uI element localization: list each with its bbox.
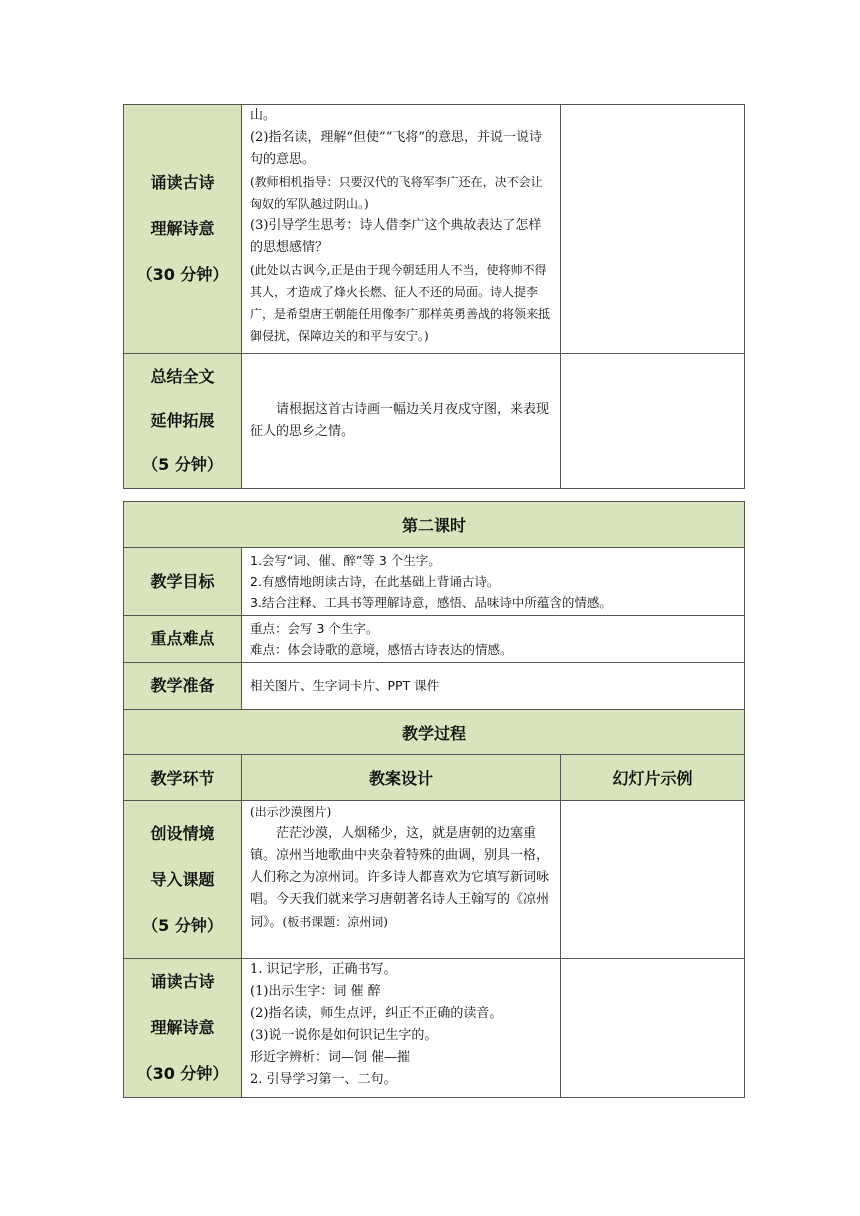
text-line: 山。: [250, 108, 277, 123]
text-line: (2)指名读，师生点评，纠正不正确的读音。: [250, 1006, 503, 1021]
process-title: 教学过程: [124, 710, 745, 755]
table-row: [124, 616, 745, 663]
text-line: (教师相机指导：只要汉代的飞将军李广还在，决不会让匈奴的军队越过阴山。): [250, 175, 543, 211]
table-row: [124, 801, 745, 959]
prep-label: 教学准备: [124, 663, 242, 710]
text-line: (3)引导学生思考：诗人借李广这个典故表达了怎样的思想感情？: [250, 218, 542, 255]
section-title: 第二课时: [124, 502, 745, 548]
text-line: (出示沙漠图片): [250, 805, 332, 819]
stage-label-line: （5 分钟）: [142, 915, 223, 935]
text-line: [250, 823, 552, 934]
text-line: (3)说一说你是如何识记生字的。: [250, 1028, 438, 1043]
lesson-design-cell: [242, 959, 561, 1098]
text-line: 2. 引导学习第一、二句。: [250, 1072, 397, 1087]
col-header-design: 教案设计: [242, 755, 561, 801]
table-row: [124, 105, 745, 354]
table-row: [124, 755, 745, 801]
text-line: (2)指名读，理解“但使”“飞将”的意思，并说一说诗句的意思。: [250, 130, 542, 167]
text-line: (1)出示生字：词 催 醉: [250, 984, 381, 999]
goal-item: 2.有感情地朗读古诗，在此基础上背诵古诗。: [250, 574, 500, 589]
lesson-table-part2: [123, 501, 745, 1098]
goals-label: 教学目标: [124, 548, 242, 616]
table-row: [124, 502, 745, 548]
key-item: 重点：会写 3 个生字。: [250, 621, 379, 636]
col-header-slides: 幻灯片示例: [561, 755, 745, 801]
table-row: [124, 710, 745, 755]
text-line: 形近字辨析：词—饲 催—摧: [250, 1050, 411, 1065]
intro-text: 茫茫沙漠，人烟稀少，这，就是唐朝的边塞重镇。凉州当地歌曲中夹杂着特殊的曲调，别具一格，人们称之为凉州词。许多诗人都喜欢为它填写新词咏唱。今天我们就来学习唐朝著名诗人王翰写的《凉州词》。: [250, 826, 550, 930]
stage-label-line: 理解诗意: [150, 1018, 215, 1037]
col-header-stage: 教学环节: [124, 755, 242, 801]
lesson-design-cell: [242, 105, 561, 354]
slide-example-cell: [561, 959, 745, 1098]
key-points-cell: [242, 616, 745, 663]
lesson-table-part1: [123, 104, 745, 489]
lesson-design-cell: [242, 354, 561, 489]
stage-label: [124, 959, 242, 1098]
stage-label-line: （30 分钟）: [136, 1064, 229, 1083]
goal-item: 3.结合注释、工具书等理解诗意，感悟、品味诗中所蕴含的情感。: [250, 595, 612, 610]
table-row: [124, 663, 745, 710]
lesson-design-cell: [242, 801, 561, 959]
table-row: [124, 354, 745, 489]
slide-example-cell: [561, 354, 745, 489]
stage-label-line: 总结全文: [150, 367, 215, 386]
goals-cell: [242, 548, 745, 616]
key-item: 难点：体会诗歌的意境，感悟古诗表达的情感。: [250, 642, 513, 657]
intro-note: (板书课题：凉州词): [282, 915, 388, 929]
text-line: 请根据这首古诗画一幅边关月夜戍守图，来表现征人的思乡之情。: [250, 402, 550, 439]
stage-label-line: 导入课题: [150, 869, 215, 889]
text-line: 1. 识记字形，正确书写。: [250, 962, 397, 977]
stage-label-line: 诵读古诗: [150, 173, 215, 192]
stage-label: [124, 801, 242, 959]
goal-item: 1.会写“词、催、醉”等 3 个生字。: [250, 553, 441, 568]
key-points-label: 重点难点: [124, 616, 242, 663]
stage-label: [124, 354, 242, 489]
text-line: (此处以古讽今,正是由于现今朝廷用人不当，使将帅不得其人，才造成了烽火长燃、征人不还的局面。诗人提李广，是希望唐王朝能任用像李广那样英勇善战的将领来抵御侵扰，保障边关的和平与安宁。): [250, 263, 551, 343]
stage-label-line: （5 分钟）: [142, 455, 223, 474]
stage-label: [124, 105, 242, 354]
prep-cell: 相关图片、生字词卡片、PPT 课件: [242, 663, 745, 710]
slide-example-cell: [561, 801, 745, 959]
table-row: [124, 548, 745, 616]
slide-example-cell: [561, 105, 745, 354]
stage-label-line: 理解诗意: [150, 219, 215, 238]
stage-label-line: 诵读古诗: [150, 972, 215, 991]
stage-label-line: 延伸拓展: [150, 411, 215, 430]
stage-label-line: （30 分钟）: [136, 265, 229, 284]
stage-label-line: 创设情境: [150, 823, 215, 843]
table-row: [124, 959, 745, 1098]
